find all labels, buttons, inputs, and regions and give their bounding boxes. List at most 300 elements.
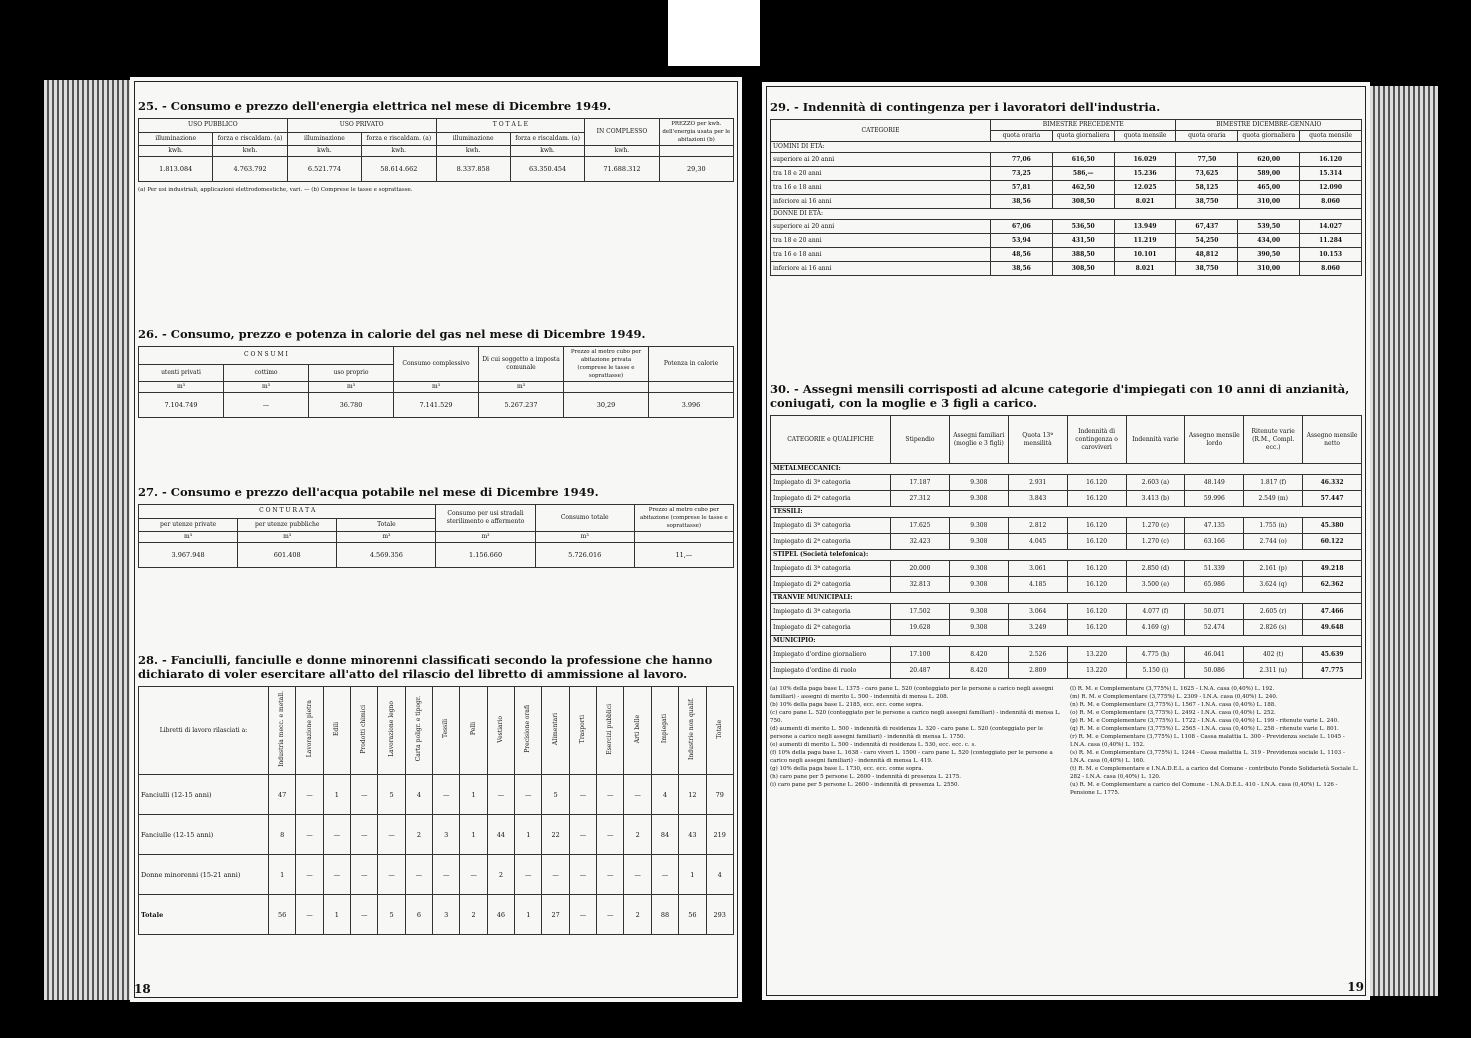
table-cell: 11,— [634,543,733,568]
left-page-edges [44,80,134,1000]
table-cell: — [351,855,378,895]
table-cell: 46 [487,895,514,935]
table-cell: 9.308 [949,475,1008,491]
table-cell: 2.850 (d) [1126,561,1185,577]
unit: m³ [436,532,535,543]
table-cell: 5 [378,895,405,935]
unit [564,382,649,393]
table-cell: — [542,855,569,895]
table-cell: — [597,855,624,895]
table-cell: 3.064 [1008,604,1067,620]
row-label: Donne minorenni (15-21 anni) [139,855,269,895]
table-cell: — [624,855,651,895]
table-row [139,775,734,815]
column-header-label: Totale [715,719,723,739]
table-cell: 2.931 [1008,475,1067,491]
group-header: Di cui soggetto a imposta comunale [479,347,564,382]
group-label: STIPEL (Società telefonica): [771,550,1362,561]
table-cell: 1 [679,855,706,895]
group-header: Consumo per usi stradali sterilimento e affermento [436,505,535,532]
table-cell: 434,00 [1238,234,1300,248]
table-cell: 4 [405,775,432,815]
table-contingency [770,119,1362,276]
table-cell: 4.077 (f) [1126,604,1185,620]
table-cell: 15.314 [1300,167,1362,181]
table-cell: 12.025 [1114,181,1176,195]
table-cell: 620,00 [1238,153,1300,167]
row-label: Impiegato di 2ª categoria [771,620,891,636]
unit: kwh. [139,146,213,157]
table-cell: 2.526 [1008,647,1067,663]
column-header-label: Arti belle [633,714,641,744]
group-label: METALMECCANICI: [771,464,1362,475]
section-25-title: 25. - Consumo e prezzo dell'energia elettrica nel mese di Dicembre 1949. [138,99,612,113]
sub-header: cottimo [224,364,309,382]
row-label: Fanciulli (12-15 anni) [139,775,269,815]
column-header [706,687,734,775]
group-row [771,593,1362,604]
table-cell: 17.100 [891,647,950,663]
column-header-label: Edili [332,722,340,736]
footnote: (c) caro pane L. 520 (conteggiato per le persone a carico negli assegni familiari) - indennità di mensa L. 750. [770,710,1061,724]
footnotes [770,685,1362,797]
table-cell: 49.648 [1303,620,1362,636]
section-28-title: 28. - Fanciulli, fanciulle e donne minorenni classificati secondo la professione che hanno dichiarato di voler esercitare all'atto del rilascio del libretto di ammissione al lavoro. [138,653,713,681]
table-electricity [138,118,734,182]
table-row [139,815,734,855]
row-label: Impiegato di 2ª categoria [771,534,891,550]
row-label: tra 16 e 18 anni [771,181,991,195]
table-row [771,181,1362,195]
sub-header: utenti privati [139,364,224,382]
table-cell: 3.996 [649,393,734,418]
table-row [139,895,734,935]
table-cell: 1.270 (c) [1126,534,1185,550]
table-cell: 30,29 [564,393,649,418]
column-header [487,687,514,775]
unit [634,532,733,543]
sub-header: per utenze pubbliche [238,518,337,532]
table-cell: 17.625 [891,518,950,534]
sub-header: quota oraria [1176,131,1238,142]
table-cell: 17.187 [891,475,950,491]
table-cell: 3.500 (e) [1126,577,1185,593]
unit: m³ [394,382,479,393]
table-cell: 3.967.948 [139,543,238,568]
unit: kwh. [585,146,659,157]
sub-header: illuminazione [287,132,361,146]
column-header: Quota 13ª mensilità [1008,416,1067,464]
row-label: Impiegato di 3ª categoria [771,604,891,620]
group-header: Prezzo al metro cubo per abitazione privata (comprese le tasse e soprattasse) [564,347,649,382]
table-cell: 38,750 [1176,262,1238,276]
table-cell: 57,81 [991,181,1053,195]
table-cell: 27 [542,895,569,935]
table-cell: 2 [460,895,487,935]
col-header: CATEGORIE [771,120,991,142]
table-cell: 6 [405,895,432,935]
column-header [351,687,378,775]
unit: kwh. [213,146,287,157]
page-number: 19 [1347,980,1364,994]
group-row [771,142,1362,153]
group-row [771,209,1362,220]
table-row [771,195,1362,209]
table-cell: 2.826 (s) [1244,620,1303,636]
table-cell: 12.090 [1300,181,1362,195]
right-page [762,82,1370,1000]
table-cell: 310,00 [1238,195,1300,209]
table-cell: 29,30 [659,157,733,182]
table-cell: 3.413 (b) [1126,491,1185,507]
table-cell: 3 [433,895,460,935]
row-label: Impiegato di 3ª categoria [771,518,891,534]
table-cell: 48.149 [1185,475,1244,491]
table-cell: — [569,775,596,815]
footnote: (s) R. M. e Complementare (3,775%) L. 1244 - Cassa malattia L. 319 - Previdenza sociale L. 1103 - I.N.A. casa (0,40%) L. 160. [1070,750,1345,764]
table-cell: 19.628 [891,620,950,636]
section-27 [138,485,734,568]
table-cell: 3.249 [1008,620,1067,636]
table-cell: 46.041 [1185,647,1244,663]
section-27-title: 27. - Consumo e prezzo dell'acqua potabile nel mese di Dicembre 1949. [138,485,599,499]
footnote: (r) R. M. e Complementare (3,775%) L. 1108 - Cassa malattia L. 300 - Previdenza sociale L. 1045 - I.N.A. casa (0,40%) L. 152. [1070,734,1345,748]
table-row [771,262,1362,276]
table-cell: 16.120 [1067,604,1126,620]
table-cell: — [569,855,596,895]
table-cell: 46.332 [1303,475,1362,491]
table-cell: — [433,775,460,815]
table-cell: 1.813.084 [139,157,213,182]
section-25 [138,99,734,194]
group-row [771,507,1362,518]
group-row [771,550,1362,561]
column-header [624,687,651,775]
table-cell: — [487,775,514,815]
footnote: (a) Per usi industriali, applicazioni elettrodomestiche, vari. — (b) Comprese le tasse e soprattasse. [138,187,413,193]
table-row [771,248,1362,262]
table-cell: 8.420 [949,647,1008,663]
table-cell: 16.120 [1067,561,1126,577]
table-cell: 57.447 [1303,491,1362,507]
table-cell: 8.060 [1300,195,1362,209]
table-cell: 462,50 [1052,181,1114,195]
table-row [771,491,1362,507]
table-cell: 36.780 [309,393,394,418]
table-cell: 16.120 [1067,534,1126,550]
column-header [460,687,487,775]
footnote: (h) caro pane per 5 persone L. 2600 - indennità di presenza L. 2175. [770,774,961,780]
table-cell: 32.813 [891,577,950,593]
footnote: (o) R. M. e Complementare (3,775%) L. 2492 - I.N.A. casa (0,40%) L. 252. [1070,710,1276,716]
table-cell: — [597,815,624,855]
column-header-label: Tessili [442,719,450,739]
sub-header: quota oraria [991,131,1053,142]
column-header [269,687,296,775]
table-cell: 4.169 (g) [1126,620,1185,636]
column-header [296,687,323,775]
table-cell: 2 [487,855,514,895]
table-cell: 7.104.749 [139,393,224,418]
table-cell: 73,625 [1176,167,1238,181]
row-label: Impiegato di 3ª categoria [771,561,891,577]
table-cell: 4 [706,855,734,895]
unit: m³ [479,382,564,393]
table-cell: 47.466 [1303,604,1362,620]
table-cell: 45.380 [1303,518,1362,534]
table-cell: — [351,815,378,855]
period-header: BIMESTRE PRECEDENTE [991,120,1176,131]
table-cell: — [323,855,350,895]
column-header-label: Trasporti [578,714,586,744]
table-row [771,475,1362,491]
table-cell: 431,50 [1052,234,1114,248]
table-cell: 58.614.662 [362,157,436,182]
table-cell: 9.308 [949,534,1008,550]
row-label: tra 18 e 20 anni [771,234,991,248]
column-header [515,687,542,775]
table-row [771,220,1362,234]
column-header [569,687,596,775]
table-cell: 2.161 (p) [1244,561,1303,577]
unit: kwh. [287,146,361,157]
table-row [139,855,734,895]
table-cell: — [296,855,323,895]
table-cell: 16.120 [1067,491,1126,507]
table-cell: 9.308 [949,518,1008,534]
row-header-label: Libretti di lavoro rilasciati a: [139,687,269,775]
table-cell: — [569,815,596,855]
sub-header: Totale [337,518,436,532]
column-header [651,687,678,775]
page-number: 18 [134,982,151,996]
table-cell: 48,812 [1176,248,1238,262]
sub-header: per utenze private [139,518,238,532]
table-cell: — [296,895,323,935]
table-cell: 51.339 [1185,561,1244,577]
footnote: (l) R. M. e Complementare (3,775%) L. 1625 - I.N.A. casa (0,40%) L. 192. [1070,686,1275,692]
table-cell: 1 [460,815,487,855]
table-cell: — [597,775,624,815]
table-cell: 16.120 [1067,518,1126,534]
table-cell: 71.688.312 [585,157,659,182]
group-header: Consumo complessivo [394,347,479,382]
group-header: Potenza in calorie [649,347,734,382]
unit: kwh. [510,146,584,157]
column-header [433,687,460,775]
footnote: (i) caro pane per 5 persone L. 2600 - indennità di presenza L. 2550. [770,782,960,788]
table-cell: 388,50 [1052,248,1114,262]
column-header: Indennità di contingenza o caroviveri [1067,416,1126,464]
footnote: (d) aumenti di merito L. 500 - indennità di residenza L. 320 - caro pane L. 520 (conteggiato per le persone a carico negli assegni familiari) - indennità di mensa L. 1750. [770,726,1044,740]
column-header-label: Carta poligr. e tipogr. [414,696,422,762]
table-cell: 58,125 [1176,181,1238,195]
table-cell: 49.218 [1303,561,1362,577]
table-cell: 8.060 [1300,262,1362,276]
table-cell: 9.308 [949,491,1008,507]
unit: m³ [535,532,634,543]
table-cell: 63.350.454 [510,157,584,182]
table-cell: 8 [269,815,296,855]
table-cell: 1.817 (f) [1244,475,1303,491]
column-header-label: Industrie non qualif. [688,698,696,760]
unit: m³ [309,382,394,393]
footnote: (p) R. M. e Complementare (3,775%) L. 1722 - I.N.A. casa (0,40%) L. 199 - ritenute varie L. 240. [1070,718,1339,724]
table-cell: 4.763.792 [213,157,287,182]
table-cell: 52.474 [1185,620,1244,636]
table-cell: 402 (t) [1244,647,1303,663]
table-cell: 16.120 [1067,475,1126,491]
table-cell: 3.061 [1008,561,1067,577]
table-cell: — [351,895,378,935]
table-cell: 56 [269,895,296,935]
sub-header: quota mensile [1300,131,1362,142]
table-cell: 308,50 [1052,262,1114,276]
table-cell: 67,06 [991,220,1053,234]
table-cell: 589,00 [1238,167,1300,181]
row-label: tra 16 e 18 anni [771,248,991,262]
table-cell: 2.809 [1008,663,1067,679]
table-cell: 11.219 [1114,234,1176,248]
table-cell: 293 [706,895,734,935]
section-30-title: 30. - Assegni mensili corrisposti ad alcune categorie d'impiegati con 10 anni di anzianità, coniugati, con la moglie e 3 figli a carico. [770,382,1350,410]
sub-header: illuminazione [139,132,213,146]
table-cell: 17.502 [891,604,950,620]
table-cell: 13.220 [1067,647,1126,663]
row-label: superiore ai 20 anni [771,220,991,234]
footnotes-left [770,685,1062,797]
row-label: Totale [139,895,269,935]
table-cell: 77,50 [1176,153,1238,167]
table-cell: 5.726.016 [535,543,634,568]
unit: m³ [238,532,337,543]
footnote: (q) R. M. e Complementare (3,775%) L. 2565 - I.N.A. casa (0,40%) L. 258 - ritenute varie L. 801. [1070,726,1339,732]
footnote: (a) 10% della paga base L. 1375 - caro pane L. 520 (conteggiato per le persone a carico negli assegni familiari) - assegni di merito L. 500 - indennità di mensa L. 208. [770,686,1054,700]
column-header-label: Alimentari [551,712,559,746]
table-cell: 13.949 [1114,220,1176,234]
sub-header: forza e riscaldam. (a) [510,132,584,146]
table-cell: 62.362 [1303,577,1362,593]
row-label: Impiegato di 2ª categoria [771,577,891,593]
section-29-title: 29. - Indennità di contingenza per i lavoratori dell'industria. [770,100,1161,114]
table-row [771,663,1362,679]
row-label: Impiegato di 3ª categoria [771,475,891,491]
column-header-label: Impiegati [660,714,668,744]
table-cell: 9.308 [949,561,1008,577]
table-cell: — [378,815,405,855]
table-cell: 4 [651,775,678,815]
table-cell: 59.996 [1185,491,1244,507]
period-header: BIMESTRE DICEMBRE-GENNAIO [1176,120,1362,131]
row-label: Impiegato d'ordine di ruolo [771,663,891,679]
group-header: C O N T U R A T A [139,505,436,519]
table-cell: 9.308 [949,604,1008,620]
table-cell: 7.141.529 [394,393,479,418]
table-cell: 16.029 [1114,153,1176,167]
table-cell: 13.220 [1067,663,1126,679]
table-cell: 65.986 [1185,577,1244,593]
top-page-tab [668,0,760,66]
table-cell: 88 [651,895,678,935]
table-cell: 45.639 [1303,647,1362,663]
table-cell: 390,50 [1238,248,1300,262]
column-header [679,687,706,775]
table-cell: 1 [515,815,542,855]
table-cell: 9.308 [949,620,1008,636]
table-cell: 5 [378,775,405,815]
table-cell: 3 [433,815,460,855]
table-cell: 32.423 [891,534,950,550]
table-cell: 9.308 [949,577,1008,593]
unit: m³ [224,382,309,393]
table-cell: — [378,855,405,895]
table-cell: 15.236 [1114,167,1176,181]
table-cell: — [651,855,678,895]
table-water [138,504,734,568]
table-cell: 50.071 [1185,604,1244,620]
row-label: Impiegato d'ordine giornaliero [771,647,891,663]
group-header: T O T A L E [436,119,585,133]
group-row [771,636,1362,647]
sub-header: illuminazione [436,132,510,146]
table-cell: 10.101 [1114,248,1176,262]
table-cell: 60.122 [1303,534,1362,550]
table-cell: 2.549 (m) [1244,491,1303,507]
group-header: C O N S U M I [139,347,394,365]
table-cell: 4.045 [1008,534,1067,550]
table-cell: 20.487 [891,663,950,679]
table-cell: 53,94 [991,234,1053,248]
row-label: inferiore ai 16 anni [771,262,991,276]
column-header: Assegno mensile lordo [1185,416,1244,464]
group-label: DONNE DI ETÀ: [771,209,1362,220]
column-header [597,687,624,775]
table-cell: 2.744 (o) [1244,534,1303,550]
footnote: (m) R. M. e Complementare (3,775%) L. 2309 - I.N.A. casa (0,40%) L. 240. [1070,694,1278,700]
table-cell: 6.521.774 [287,157,361,182]
footnote: (e) aumenti di merito L. 500 - indennità di residenza L. 530, ecc. ecc. c. s. [770,742,977,748]
unit [659,146,733,157]
table-cell: 539,50 [1238,220,1300,234]
footnote: (n) R. M. e Complementare (3,775%) L. 1567 - I.N.A. casa (0,40%) L. 188. [1070,702,1276,708]
table-cell: 1.755 (n) [1244,518,1303,534]
column-header [405,687,432,775]
section-28 [138,653,734,935]
table-cell: 47.775 [1303,663,1362,679]
table-cell: 38,750 [1176,195,1238,209]
table-cell: 2 [405,815,432,855]
unit: m³ [139,532,238,543]
table-cell: 16.120 [1300,153,1362,167]
table-cell: — [296,815,323,855]
table-cell: 1.156.660 [436,543,535,568]
column-header: Assegno mensile netto [1303,416,1362,464]
table-cell: 44 [487,815,514,855]
table-cell: 48,56 [991,248,1053,262]
table-cell: 2.605 (r) [1244,604,1303,620]
group-label: TESSILI: [771,507,1362,518]
table-row [771,561,1362,577]
row-label: superiore ai 20 anni [771,153,991,167]
table-row [771,234,1362,248]
footnotes-right [1070,685,1362,797]
table-cell: — [624,775,651,815]
table-cell: — [515,855,542,895]
table-cell: 50.086 [1185,663,1244,679]
section-30 [770,382,1362,797]
column-header: Assegni familiari (moglie e 3 figli) [949,416,1008,464]
unit [649,382,734,393]
